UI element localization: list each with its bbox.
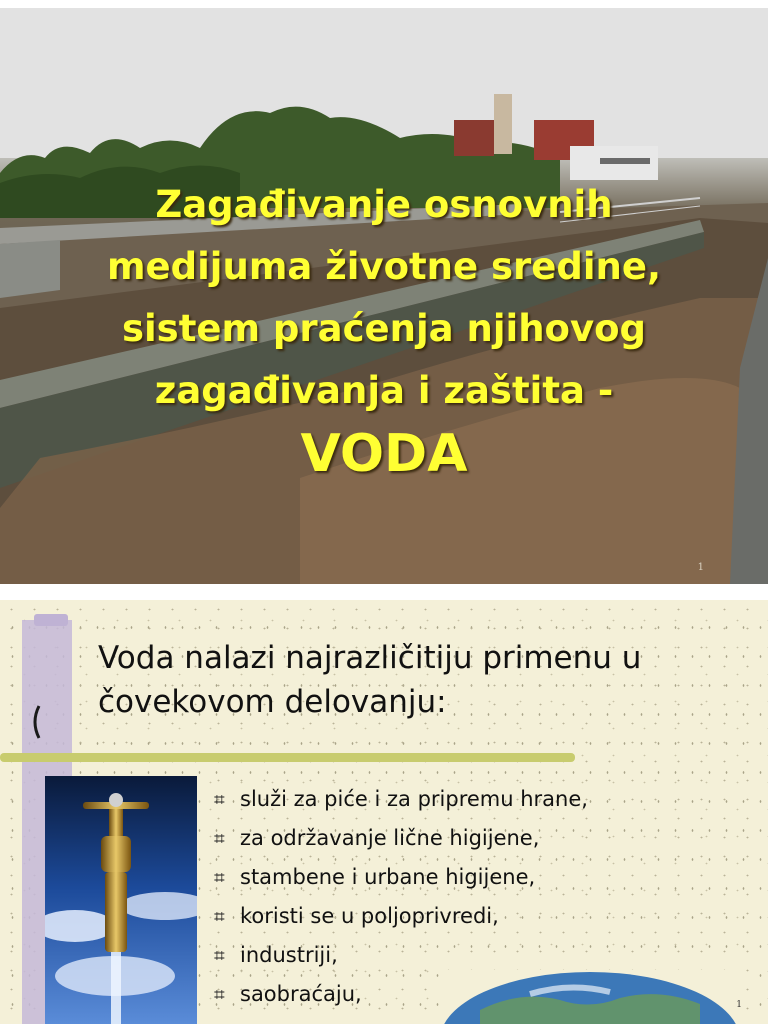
decorative-bar-cap bbox=[34, 614, 68, 626]
list-item bbox=[214, 858, 588, 897]
hash-bullet-icon: ⌗ bbox=[214, 789, 225, 811]
list-item-text: industriji, bbox=[240, 943, 338, 967]
title-line: Zagađivanje osnovnih bbox=[155, 183, 613, 226]
title-line: sistem praćenja njihovog bbox=[121, 307, 647, 350]
list-item-text: koristi se u poljoprivredi, bbox=[240, 904, 499, 928]
list-item-text: stambene i urbane higijene, bbox=[240, 865, 536, 889]
divider-line bbox=[0, 753, 575, 762]
heading-line: Voda nalazi najrazličitiju primenu u bbox=[98, 640, 642, 676]
list-item bbox=[214, 897, 588, 936]
slide-title bbox=[0, 174, 768, 486]
heading-line: čovekovom delovanju: bbox=[98, 684, 447, 720]
list-item bbox=[214, 780, 588, 819]
title-line: zagađivanja i zaštita - bbox=[154, 369, 614, 412]
hash-bullet-icon: ⌗ bbox=[214, 828, 225, 850]
hash-bullet-icon: ⌗ bbox=[214, 867, 225, 889]
bracket-icon bbox=[28, 704, 42, 740]
title-line: medijuma životne sredine, bbox=[106, 245, 662, 288]
hash-bullet-icon: ⌗ bbox=[214, 945, 225, 967]
list-item bbox=[214, 819, 588, 858]
page-number: 1 bbox=[697, 562, 704, 573]
page-number: 1 bbox=[736, 1000, 742, 1010]
water-tap-photo bbox=[45, 776, 197, 1024]
content-slide bbox=[0, 600, 768, 1024]
hash-bullet-icon: ⌗ bbox=[214, 984, 225, 1006]
list-item-text: za održavanje lične higijene, bbox=[240, 826, 540, 850]
title-emphasis: VODA bbox=[300, 424, 468, 484]
globe-photo bbox=[440, 970, 745, 1024]
list-item-text: saobraćaju, bbox=[240, 982, 362, 1006]
title-slide bbox=[0, 8, 768, 584]
slide-heading bbox=[98, 636, 748, 724]
list-item-text: služi za piće i za pripremu hrane, bbox=[240, 787, 588, 811]
hash-bullet-icon: ⌗ bbox=[214, 906, 225, 928]
